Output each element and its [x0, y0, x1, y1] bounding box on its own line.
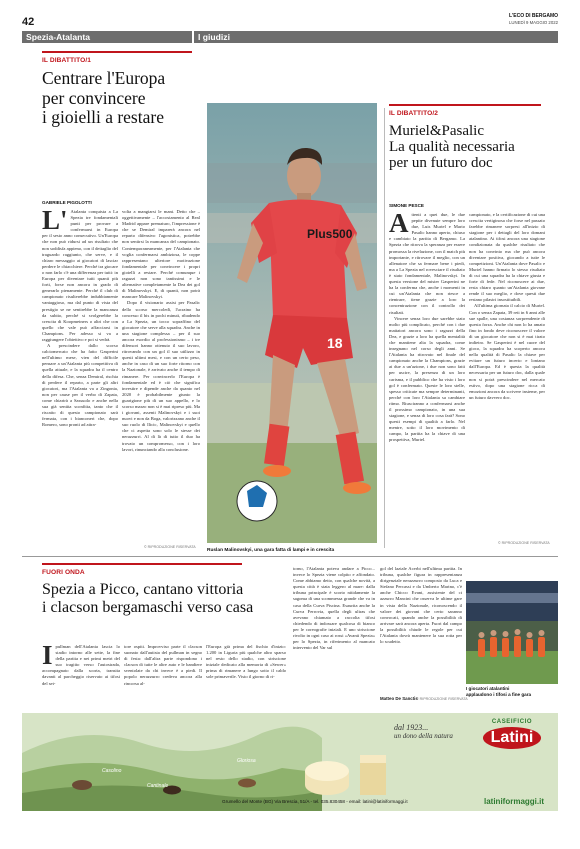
dropcap: A	[389, 212, 409, 238]
article1-col2	[122, 209, 200, 544]
photo-caption-malinovskyi: Ruslan Malinovskyi, una gara fatta di lampi e in crescita	[207, 548, 335, 553]
photo-caption-fans	[466, 686, 531, 698]
headline-line: i gioielli a restare	[42, 107, 164, 127]
article2-col2	[469, 212, 545, 539]
svg-text:Plus500: Plus500	[307, 227, 353, 241]
headline-line: per un futuro doc	[389, 155, 493, 171]
article-paragraph: volta a mangiarsi le mani. Detto che – oggettivamente – l'accostamento al Real Madrid appare prematuro, l'impressione è che se Demiral imparerà ancora nel reparto difensivo l'agonistica, potrebbe non sentirsi la mancanza del campionato. Contemporaneamente, per l'Atalanta che voglia confermarsi ambiziosa, le coppe rappresentano ulteriore motivazione fondamentale per convincere i propri gioielli a restare. Perché comunque i ragazzi non sono tantissimi e le alternative completamente la Dea dei gol di Malinovskyi. E, di quanti, non potrà mancare Malinovskyi.	[122, 209, 200, 300]
publication-date: LUNEDÌ 9 MAGGIO 2022	[509, 20, 558, 25]
advertisement-latini[interactable]	[22, 713, 558, 811]
ad-brand-name: Latini	[483, 727, 542, 749]
kicker-line-2	[389, 104, 541, 106]
article3-col1	[42, 644, 120, 710]
headline-line: Muriel&Pasalic	[389, 123, 484, 139]
article-paragraph: ttenti a quei due, le due pepite divenute sempre loro due, Luis Muriel e Mario Pasalic hanno aperto, chiuso e cambiato la partita di Bergamo. La Spezia che ritrova la speranza per essere promossa la rivelazione, con il match più importante, e ritrovare il meglio, con un allenatore che sa fermare bene i piedi, ma a La Spezia nel rovesciare il risultato è stato fondamentale, Malinovskyi. In questa versione del mister Gasperini ne ha la conferma che, anche i momenti in cui un'Atalanta che non riesce a rientrare, tiene grazie a loro la concentrazione con il controllo dei risultati.	[389, 212, 465, 315]
headline-europa	[42, 69, 165, 128]
byline-de-sanctis: Matteo De Sanctis	[380, 696, 418, 701]
article-paragraph: Atalanta conquista a La Spezia tre fondamentali punti per provare a confermarsi in Europa per il sesto anno consecutivo. Un'Europa che non può ridursi ad un risultato che non soddisfa appieno, con il dettaglio del traguardo raggiunto, che serve, e il chiaro messaggio ai giocatori di lasciar perdere le chiacchiere. Perché tra giocare o non farlo c'è una differenza per tutti: in Europa per diventare tutti quanti più forti, forse non ancora in grado di generarlo pienamente. Perché il club di campionato risulterebbe indubbiamente vantaggioso, ma dal punto di vista del prestigio se ne sentirebbe la mancanza da subito, perché si svolgerebbe la crescita di Koopmeiners o altri che con quello che vale può affacciarsi in Champions. Per adesso si va a raggiungere l'obiettivo e poi si vedrà.	[42, 209, 118, 342]
svg-text:18: 18	[327, 335, 343, 351]
kicker-dibattito-2: IL DIBATTITO/2	[389, 110, 439, 117]
ad-tagline-rest: un dono della natura	[394, 732, 453, 740]
article2-col1	[389, 212, 465, 545]
ad-label-gloriosa: Gloriosa	[237, 758, 256, 764]
ad-tagline-year: dal 1923...	[394, 723, 429, 732]
kicker-fuori-onda: FUORI ONDA	[42, 569, 85, 576]
ad-website[interactable]: latiniformaggi.it	[484, 797, 544, 806]
player-illustration	[207, 103, 377, 543]
dropcap: I	[42, 644, 53, 670]
copyright-credit: © RIPRODUZIONE RISERVATA	[416, 697, 468, 701]
ad-tagline	[394, 723, 453, 740]
section-title-right: I giudizi	[198, 32, 230, 42]
article3-col5	[380, 566, 462, 693]
headline-line: La qualità necessaria	[389, 139, 515, 155]
byline-pigolotti: GABRIELE PIGOLOTTI	[42, 200, 92, 205]
article-paragraph: torno, l'Atalanta poteva andare a Picco... invece lo Spezia viene colpito e affondato. Come abbiamo detto, con qualche novità, a questa città è stata leggero al mare: dalla tribuna principale è scorto nitidamente la sagoma di una scommessa grande che va in casa della Curva Piscina. Esaurita anche la Curva Ferrovia, quella degli ultras che avevano chiamato a raccolta tifosi chiedendo di indossare qualcosa di bianco per le coreografie iniziali. E uno striscione rivolto in ogni caso ai rossi «Avanti Spezia» per lo Spezia, in riferimento al mancato intervento del Var sul	[293, 566, 375, 651]
article3-col3	[206, 644, 286, 710]
headline-muriel-pasalic	[389, 123, 515, 171]
article3-col2	[124, 644, 202, 710]
section-divider	[192, 31, 194, 43]
article3-col4	[293, 566, 375, 708]
dropcap: L'	[42, 209, 68, 235]
article-paragraph: l'Europa già prima del fischio d'inizio: 1.200 in Liguria più qualche altro sparso nel resto dello stadio, con striscione iniziale dedicato alla memoria di «Sewer» prima di rimanere a lungo sotto il caldo sole primaverile. Visto il giorno di ri-	[206, 644, 286, 680]
column-divider	[384, 108, 385, 548]
headline-line: i clacson bergamaschi verso casa	[42, 599, 254, 616]
headline-spezia-picco	[42, 581, 253, 617]
caption-line: applaudono i tifosi a fine gara	[466, 692, 532, 697]
section-title-left: Spezia-Atalanta	[26, 32, 90, 42]
horizontal-rule	[22, 556, 558, 557]
photo-fans	[466, 581, 558, 684]
kicker-line-3	[42, 563, 242, 565]
article-paragraph: Vincere senza loro due sarebbe stato molto più complicato, perché con i due mattatori ancora sono i ragazzi della Dea, e grazie a loro ha quella mentalità che mantiene alta la squadra, come insegnano nel corso degli anni. Se l'Atalanta ha ritrovato nel finale del campionato anche la Champions, grazie ai due a un'azione, i due non sono fatti per uscire, la presenza di un loro carisma, e il pubblico che ha visto i loro gol è confermato. Queste le loro stelle, spesso criticate ma sempre determinanti, perché con loro l'Atalanta sa cambiare ritmo. Riusciranno a confermarsi anche il prossimo campionato, in una sua stagione, e senza di loro cosa farà? Sono questi esempi di qualità a farlo. Nel mentre, sotto il loro movimento di campo, la partita ha la chiave di una prospettiva, Muriel.	[389, 315, 465, 443]
byline-pesce: SIMONE PESCE	[389, 203, 424, 208]
section-bar	[22, 31, 558, 43]
page-number: 42	[22, 16, 35, 28]
article-paragraph: campionato, e la certificazione di cui una crescita vertiginosa che forse nel passato farebbe rimanere sorpresi all'inizio di stagione per i dettagli del loro domani atalantino. Ai tifosi ancora una stagione condizionata da qualche risultato che non ha convinto ma che può ancora diventare positiva, giocando a tutte le competizioni. Un'Atalanta dove Pasalic e Muriel hanno firmato lo stesso risultato di cui una squadra ha la chiave giusta e forte di fede. Nel riconoscere ai due, resta chiaro quanto un'Atalanta giovane rende il suo meglio, e dove questi due restano pilastri insostituibili.	[469, 212, 545, 303]
headline-line: Centrare l'Europa	[42, 68, 166, 88]
copyright-credit: © RIPRODUZIONE RISERVATA	[498, 541, 550, 545]
ad-label-casolino: Casolino	[102, 768, 122, 774]
article-paragraph: tore ospiti. Improvviso parte il clacson suonato dall'autista del pullman in segno di festa: dall'altra parte rispondono i clacson di tutte le altre auto e le bandiere sventolate da chi invece è a piedi. Il popolo nerazzurro credeva ancora alla rincorsa al-	[124, 644, 202, 686]
kicker-line-1	[42, 51, 192, 53]
article-paragraph: pullman dell'Atalanta lascia lo stadio intorno alle sette, la fine della partita e nei primi metri del suo tragitto verso l'autostrada, accompagnato dalla scorta, transita davanti al parcheggio riservato ai tifosi del set-	[42, 644, 120, 686]
ad-brand-top: CASEIFICIO	[491, 719, 533, 725]
fans-illustration	[466, 581, 558, 684]
article-paragraph: A prescindere dallo scorso calciomercato che ha fatto Gasperini nell'ultimo mese, vien del difficile pensare a un'Atalanta più competitiva di quella attuale, e la squadra ha il centro della difesa. Che, senza Demiral, rischia di perdere il reparto, a parte gli altri giocatori, ma l'Atalanta va a Zingonia, non per cause per il verbo di Zapata, come chiarirà a Sassuolo e anche nella sua già sentita sconfitta, tanto che il riscatto di questo campionato sarà fermata, con i bianconeri che, dopo Romero, sono pronti ad attra-	[42, 343, 118, 428]
headline-line: Spezia a Picco, cantano vittoria	[42, 581, 244, 598]
caption-line: I giocatori atalantini	[466, 686, 510, 691]
copyright-credit: © RIPRODUZIONE RISERVATA	[144, 545, 196, 549]
article-paragraph: All'ultima giornata il calcio di Muriel. Con o senza Zapata, 39 reti in 6 anni alle sue spalle, una costanza sorprendente di questa forza. Anche chi non lo ha amato fino in fondo deve riconoscere il valore di un giocatore che non si è mai tirato indietro. Se Gasperini è nel cuore del gioco, la squadra ha scoperto ancora nella qualità di Pasalic la chiave per evitare un futuro incerto e lontano dall'Europa. Ed è questa la qualità necessaria per un futuro doc, dalla quale non si potrà prescindere nel mercato estivo, dopo una stagione ricca di emozioni ancora da scrivere insieme, per un futuro davvero doc.	[469, 303, 545, 400]
ad-brand-logo	[472, 719, 552, 749]
publication-name: L'ECO DI BERGAMO	[509, 13, 558, 19]
ad-address: Grumello del Monte (BG) Via Brescia, 51/A - tel. 035.830458 - email: latini@latiniformaggi.it	[222, 799, 408, 804]
article1-col1	[42, 209, 118, 537]
article-paragraph: gol del laziale Acerbi nell'ultima partita. In tribuna, qualche figura in rappresentanza dirigenziale nerazzurro composto da Luca e Stefano Percassi e da Umberto Marino, c'è anche Chicco Evani, assistente del ct azzurro Mancini che osserva le ultime gare in vista della Nazionale, riconoscendo il valore dei giovani che certo saranno convocati, quando anche la possibilità di arrivare sarà ancora aperta. Fuori dal campo la possibilità chiude le regole per cui l'Atalanta dovrà mantenere la sua rotta per lo scudetto.	[380, 566, 462, 645]
photo-malinovskyi	[207, 103, 377, 543]
kicker-dibattito-1: IL DIBATTITO/1	[42, 57, 92, 64]
ad-label-cantinale: Cantinale	[147, 783, 169, 789]
article-paragraph: Dopo il visionario assist per Pasalic dello scorso mercoledì, l'ucraino ha concesso il bis in pochi minuti, ribadendo a La Spezia, un tocco sopraffino del giocatore che serve alla squadra. Anche in una stagione complessa – per il suo ancora esordio al professionismo – i tre difensori hanno ottenuto il suo lavoro, ritrovando con un gol il suo utilizzo in questi ultimi mesi, e con un certo peso, anche in caso di un suo forte ritorno con la Nazionale, è arrivato anche il tempo di rimanere. Per convincerlo l'Europa è fondamentale ed è ciò che significa investire e dipende anche da quanto nel 2020 è probabilmente giunto la guarigione più di un suo appello, e lo scorso marzo non si è mai ripreso più. Ma i giovani, assenti Malinovskyi e i suoi nuovi e non da Boga, valorizzano anche il suo ruolo di Ilicic, Malinovskyi e quello che ci aspetta sono solo le stesse dei nerazzurri. Al di là di tutto il duo ha trovato un compromesso, con i loro lavori, rinunciando alla conclusione.	[122, 300, 200, 452]
headline-line: per convincere	[42, 87, 146, 108]
